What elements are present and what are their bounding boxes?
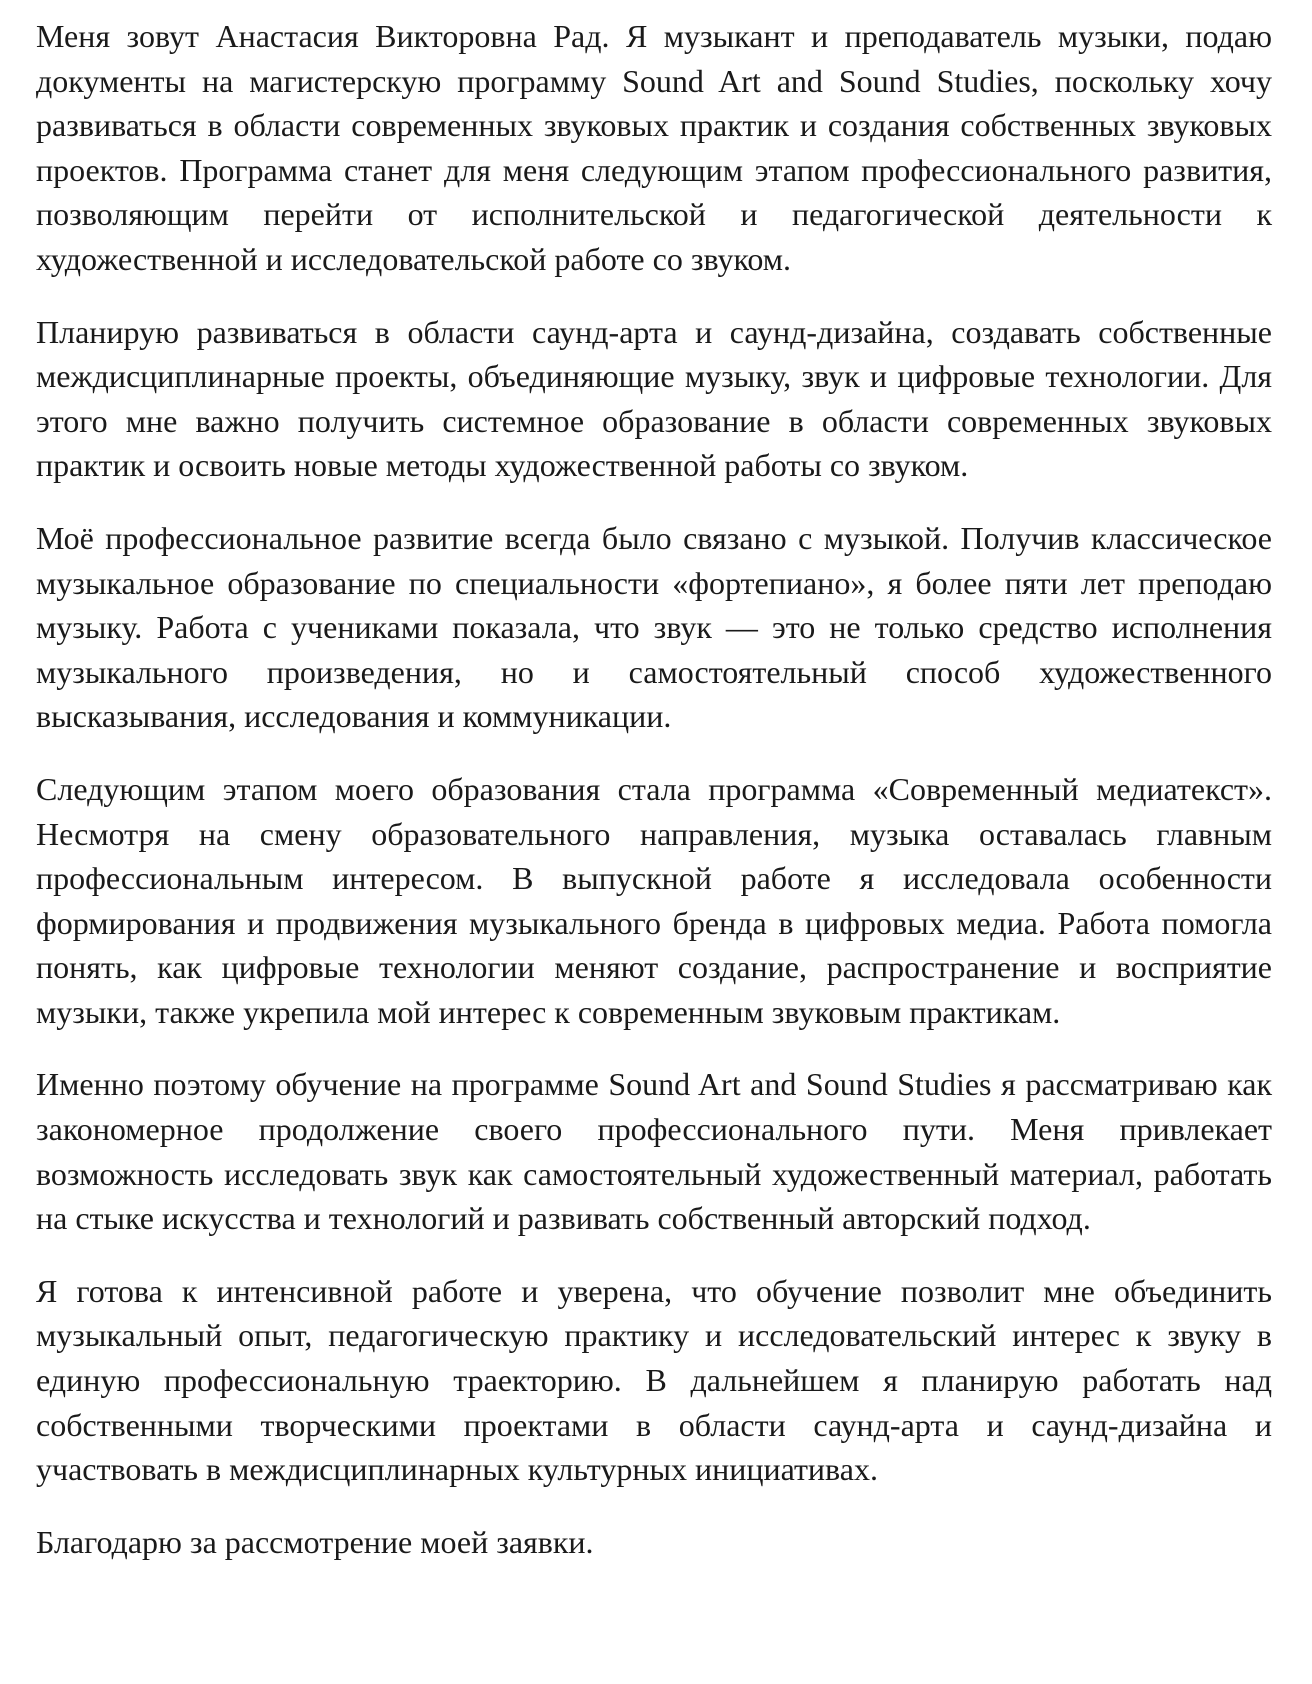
paragraph-motivation: Именно поэтому обучение на программе Sound Art and Sound Studies я рассматриваю как закономерное продолжение своего профессионального пути. Меня привлекает возможность исследовать звук как самостоятельный художественный материал, работать на стыке искусства и технологий и развивать собственный авторский подход.	[36, 1066, 1272, 1237]
paragraph-background: Моё профессиональное развитие всегда было связано с музыкой. Получив классическое музыкальное образование по специальности «фортепиано», я более пяти лет преподаю музыку. Работа с учениками показала, что звук — это не только средство исполнения музыкального произведения, но и самостоятельный способ художественного высказывания, исследования и коммуникации.	[36, 519, 1272, 735]
paragraph-education: Следующим этапом моего образования стала программа «Современный медиатекст». Несмотря на смену образовательного направления, музыка оставалась главным профессиональным интересом. В выпускной работе я исследовала особенности формирования и продвижения музыкального бренда в цифровых медиа. Работа помогла понять, как цифровые технологии меняют создание, распространение и восприятие музыки, также укрепила мой интерес к современным звуковым практикам.	[36, 770, 1272, 1030]
motivation-letter	[36, 14, 1272, 1564]
paragraph-goals: Планирую развиваться в области саунд-арта и саунд-дизайна, создавать собственные междисциплинарные проекты, объединяющие музыку, звук и цифровые технологии. Для этого мне важно получить системное образование в области современных звуковых практик и освоить новые методы художественной работы со звуком.	[36, 313, 1272, 484]
paragraph-future-plans: Я готова к интенсивной работе и уверена, что обучение позволит мне объединить музыкальный опыт, педагогическую практику и исследовательский интерес к звуку в единую профессиональную траекторию. В дальнейшем я планирую работать над собственными творческими проектами в области саунд-арта и саунд-дизайна и участвовать в междисциплинарных культурных инициативах.	[36, 1272, 1272, 1488]
paragraph-closing: Благодарю за рассмотрение моей заявки.	[36, 1523, 594, 1560]
paragraph-introduction: Меня зовут Анастасия Викторовна Рад. Я музыкант и преподаватель музыки, подаю документы на магистерскую программу Sound Art and Sound Studies, поскольку хочу развиваться в области современных звуковых практик и создания собственных звуковых проектов. Программа станет для меня следующим этапом профессионального развития, позволяющим перейти от исполнительской и педагогической деятельности к художественной и исследовательской работе со звуком.	[36, 18, 1272, 277]
